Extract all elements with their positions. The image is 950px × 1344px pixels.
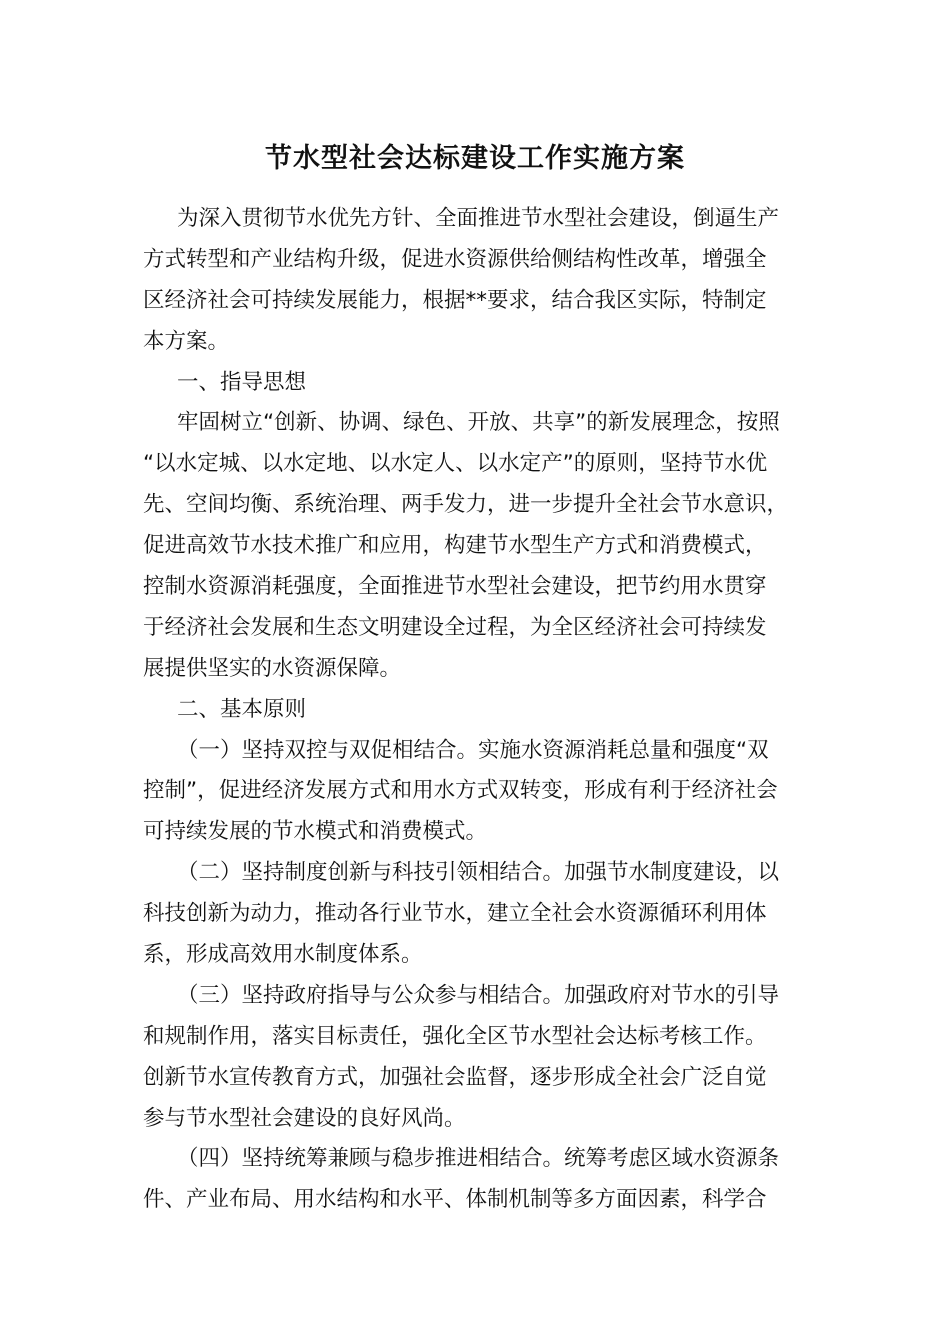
- document-body: [143, 199, 811, 1221]
- paragraph-line: 展提供坚实的水资源保障。: [143, 655, 402, 681]
- paragraph-line: 牢固树立“创新、协调、绿色、开放、共享”的新发展理念，按照: [177, 410, 780, 436]
- section-heading: 二、基本原则: [177, 696, 307, 722]
- paragraph-line: 科技创新为动力，推动各行业节水，建立全社会水资源循环利用体: [143, 901, 767, 927]
- paragraph-line: 先、空间均衡、系统治理、两手发力，进一步提升全社会节水意识，: [143, 492, 789, 518]
- page-title: 节水型社会达标建设工作实施方案: [265, 143, 685, 174]
- paragraph-line: （二）坚持制度创新与科技引领相结合。加强节水制度建设，以: [177, 860, 780, 886]
- paragraph-line: （三）坚持政府指导与公众参与相结合。加强政府对节水的引导: [177, 982, 780, 1008]
- paragraph-line: 为深入贯彻节水优先方针、全面推进节水型社会建设，倒逼生产: [177, 206, 780, 231]
- paragraph-line: 促进高效节水技术推广和应用，构建节水型生产方式和消费模式，: [143, 533, 767, 559]
- section-heading: 一、指导思想: [177, 369, 307, 395]
- paragraph-line: 可持续发展的节水模式和消费模式。: [143, 819, 488, 845]
- paragraph-line: 方式转型和产业结构升级，促进水资源供给侧结构性改革，增强全: [143, 246, 767, 272]
- paragraph-line: 于经济社会发展和生态文明建设全过程，为全区经济社会可持续发: [143, 614, 767, 640]
- paragraph-line: 和规制作用，落实目标责任，强化全区节水型社会达标考核工作。: [143, 1023, 767, 1049]
- paragraph-line: 系，形成高效用水制度体系。: [143, 942, 423, 968]
- paragraph-line: 控制”，促进经济发展方式和用水方式双转变，形成有利于经济社会: [143, 778, 778, 804]
- paragraph-line: 件、产业布局、用水结构和水平、体制机制等多方面因素，科学合: [143, 1187, 767, 1213]
- paragraph-line: 参与节水型社会建设的良好风尚。: [143, 1105, 466, 1131]
- paragraph-line: 控制水资源消耗强度，全面推进节水型社会建设，把节约用水贯穿: [143, 574, 767, 600]
- paragraph-line: 区经济社会可持续发展能力，根据**要求，结合我区实际，特制定: [143, 287, 767, 313]
- paragraph-line: （一）坚持双控与双促相结合。实施水资源消耗总量和强度“双: [177, 737, 769, 763]
- paragraph-line: 本方案。: [143, 328, 230, 354]
- paragraph-line: “以水定城、以水定地、以水定人、以水定产”的原则，坚持节水优: [143, 451, 768, 477]
- paragraph-line: （四）坚持统筹兼顾与稳步推进相结合。统筹考虑区域水资源条: [177, 1146, 780, 1172]
- paragraph-line: 创新节水宣传教育方式，加强社会监督，逐步形成全社会广泛自觉: [143, 1064, 767, 1090]
